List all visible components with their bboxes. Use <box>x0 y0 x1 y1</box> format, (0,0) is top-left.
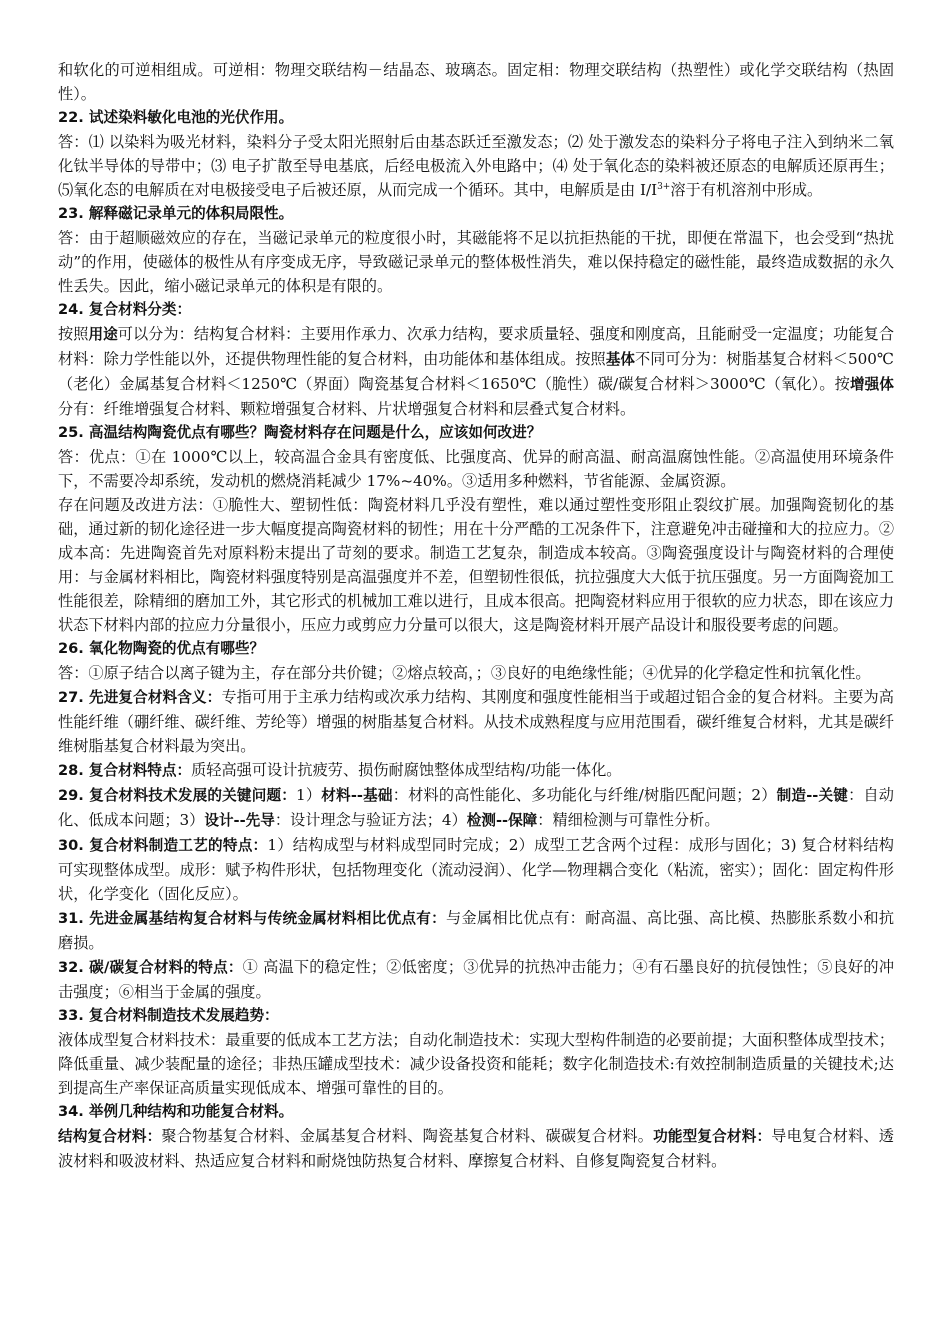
q22-answer-sup: 3+ <box>657 181 671 192</box>
q29-text-2: ：材料的高性能化、多功能化与纤维/树脂匹配问题；2） <box>392 786 777 804</box>
q29-bold-design: 设计--先导 <box>204 812 275 829</box>
q30-text: 1）结构成型与材料成型同时完成；2）成型工艺含两个过程：成形与固化；3) 复合材料结构可实现整体成型。成形：赋予构件形状，包括物理变化（流动浸润）、化学—物理耦合变化（粘流，密实）；固化：固定构件形状，化学变化（固化反应）。 <box>58 836 894 903</box>
q24-text-2: 可以分为：结构复合材料：主要用作承力、次承力结构，要求质量轻、强度和刚度高，且能耐受一定温度；功能复合材料：除力学性能以外，还提供物理性能的复合材料，由功能体和基体组成。按照 <box>58 325 895 368</box>
q25-title: 25. 高温结构陶瓷优点有哪些？陶瓷材料存在问题是什么，应该如何改进？ <box>58 424 542 441</box>
q33-answer: 液体成型复合材料技术：最重要的低成本工艺方法；自动化制造技术：实现大型构件制造的必要前提；大面积整体成型技术；降低重量、减少装配量的途径；非热压罐成型技术：减少设备投资和能耗；数字化制造技术:有效控制制造质量的关键技术;达到提高生产率保证高质量实现低成本、增强可靠性的目的。 <box>58 1031 894 1097</box>
q34-title: 34. 举例几种结构和功能复合材料。 <box>58 1103 294 1120</box>
q30-paragraph <box>58 833 894 906</box>
q24-bold-reinforcement: 增强体 <box>849 376 894 393</box>
q27-text: 专指可用于主承力结构或次承力结构、其刚度和强度性能相当于或超过铝合金的复合材料。主要为高性能纤维（硼纤维、碳纤维、芳纶等）增强的树脂基复合材料。从技术成熟程度与应用范围看，碳纤维复合材料，尤其是碳纤维树脂基复合材料最为突出。 <box>58 688 894 755</box>
q29-text-4: ：设计理念与验证方法；4） <box>274 811 467 829</box>
q29-text-1: 1） <box>296 786 322 804</box>
q34-bold-functional: 功能型复合材料： <box>653 1128 772 1145</box>
q25-answer-problems: 存在问题及改进方法：①脆性大、塑韧性低：陶瓷材料几乎没有塑性，难以通过塑性变形阻止裂纹扩展。加强陶瓷韧化的基础，通过新的韧化途径进一步大幅度提高陶瓷材料的韧性；用在十分严酷的工况条件下，注意避免冲击碰撞和大的拉应力。②成本高：先进陶瓷首先对原料粉末提出了苛刻的要求。制造工艺复杂，制造成本较高。③陶瓷强度设计与陶瓷材料的合理使用：与金属材料相比，陶瓷材料强度特别是高温强度并不差，但塑韧性很低，抗拉强度大大低于抗压强度。另一方面陶瓷加工性能很差，除精细的磨加工外，其它形式的机械加工难以进行，且成本很高。把陶瓷材料应用于很软的应力状态，即在该应力状态下材料内部的拉应力分量很小，压应力或剪应力分量可以很大，这是陶瓷材料开展产品设计和服役要考虑的问题。 <box>58 496 894 634</box>
q29-bold-material: 材料--基础 <box>321 787 393 804</box>
q34-text-functional: 导电复合材料、透波材料和吸波材料、热适应复合材料和耐烧蚀防热复合材料、摩擦复合材料、自修复陶瓷复合材料。 <box>58 1127 894 1170</box>
q22-answer-a: 答：⑴ 以染料为吸光材料，染料分子受太阳光照射后由基态跃迁至激发态；⑵ 处于激发态的染料分子将电子注入到纳米二氧化钛半导体的导带中；⑶ 电子扩散至导电基底，后经电极流入外电路中；⑷ 处于氧化态的染料被还原态的电解质还原再生；⑸氧化态的电解质在对电极接受电子后被还原，从而完成一个循环。其中，电解质是由 I/I <box>58 133 894 199</box>
q24-text-1: 按照 <box>58 325 89 343</box>
q22-answer <box>58 130 894 202</box>
q32-paragraph <box>58 955 894 1004</box>
intro-paragraph: 和软化的可逆相组成。可逆相：物理交联结构－结晶态、玻璃态。固定相：物理交联结构（热塑性）或化学交联结构（热固性）。 <box>58 61 894 103</box>
q24-text-4: 分有：纤维增强复合材料、颗粒增强复合材料、片状增强复合材料和层叠式复合材料。 <box>58 400 636 418</box>
q22-title: 22. 试述染料敏化电池的光伏作用。 <box>58 109 294 126</box>
q24-bold-matrix: 基体 <box>605 351 635 368</box>
q28-paragraph <box>58 758 894 783</box>
q28-title: 28. 复合材料特点： <box>58 762 192 779</box>
q26-title: 26. 氧化物陶瓷的优点有哪些？ <box>58 640 265 657</box>
q27-title: 27. 先进复合材料含义： <box>58 689 222 706</box>
q29-paragraph <box>58 783 894 833</box>
q29-text-3: ：自动化、低成本问题；3） <box>58 786 894 829</box>
q31-paragraph <box>58 906 894 955</box>
q23-answer: 答：由于超顺磁效应的存在，当磁记录单元的粒度很小时，其磁能将不足以抗拒热能的干扰，即便在常温下，也会受到“热扰动”的作用，使磁体的极性从有序变成无序，导致磁记录单元的整体极性消失，难以保持稳定的磁性能，最终造成数据的永久性丢失。因此，缩小磁记录单元的体积是有限的。 <box>58 229 894 295</box>
q34-answer <box>58 1124 894 1173</box>
q33-title: 33. 复合材料制造技术发展趋势： <box>58 1007 279 1024</box>
q29-title: 29. 复合材料技术发展的关键问题： <box>58 787 297 804</box>
q27-paragraph <box>58 685 894 758</box>
q24-answer <box>58 322 894 421</box>
q24-title: 24. 复合材料分类： <box>58 301 192 318</box>
q32-title: 32. 碳/碳复合材料的特点： <box>58 959 243 976</box>
q29-bold-inspection: 检测--保障 <box>466 812 538 829</box>
q34-bold-structural: 结构复合材料： <box>58 1128 162 1145</box>
q26-answer: 答：①原子结合以离子键为主，存在部分共价键；②熔点较高，；③良好的电绝缘性能；④优异的化学稳定性和抗氧化性。 <box>58 664 871 682</box>
q29-text-5: ：精细检测与可靠性分析。 <box>537 811 720 829</box>
q25-answer-advantages: 答：优点：①在 1000℃以上，较高温合金具有密度低、比强度高、优异的耐高温、耐高温腐蚀性能。②高温使用环境条件下，不需要冷却系统，发动机的燃烧消耗减少 17%~40%。③适用多种燃料，节省能源、金属资源。 <box>58 448 894 490</box>
q23-title: 23. 解释磁记录单元的体积局限性。 <box>58 205 294 222</box>
q28-text: 质轻高强可设计抗疲劳、损伤耐腐蚀整体成型结构/功能一体化。 <box>191 761 622 779</box>
q24-text-3: 不同可分为：树脂基复合材料＜500℃（老化）金属基复合材料＜1250℃（界面）陶瓷基复合材料＜1650℃（脆性）碳/碳复合材料＞3000℃（氧化）。按 <box>58 350 894 393</box>
q30-title: 30. 复合材料制造工艺的特点： <box>58 837 268 854</box>
q31-title: 31. 先进金属基结构复合材料与传统金属材料相比优点有： <box>58 910 446 927</box>
q24-bold-usage: 用途 <box>88 326 118 343</box>
q22-answer-b: 溶于有机溶剂中形成。 <box>670 181 823 199</box>
q29-bold-manufacturing: 制造--关键 <box>776 787 849 804</box>
q32-text: ① 高温下的稳定性；②低密度；③优异的抗热冲击能力；④有石墨良好的抗侵蚀性；⑤良好的冲击强度；⑥相当于金属的强度。 <box>58 958 895 1001</box>
q34-text-structural: 聚合物基复合材料、金属基复合材料、陶瓷基复合材料、碳碳复合材料。 <box>161 1127 654 1145</box>
q31-text: 与金属相比优点有：耐高温、高比强、高比模、热膨胀系数小和抗磨损。 <box>58 909 895 952</box>
